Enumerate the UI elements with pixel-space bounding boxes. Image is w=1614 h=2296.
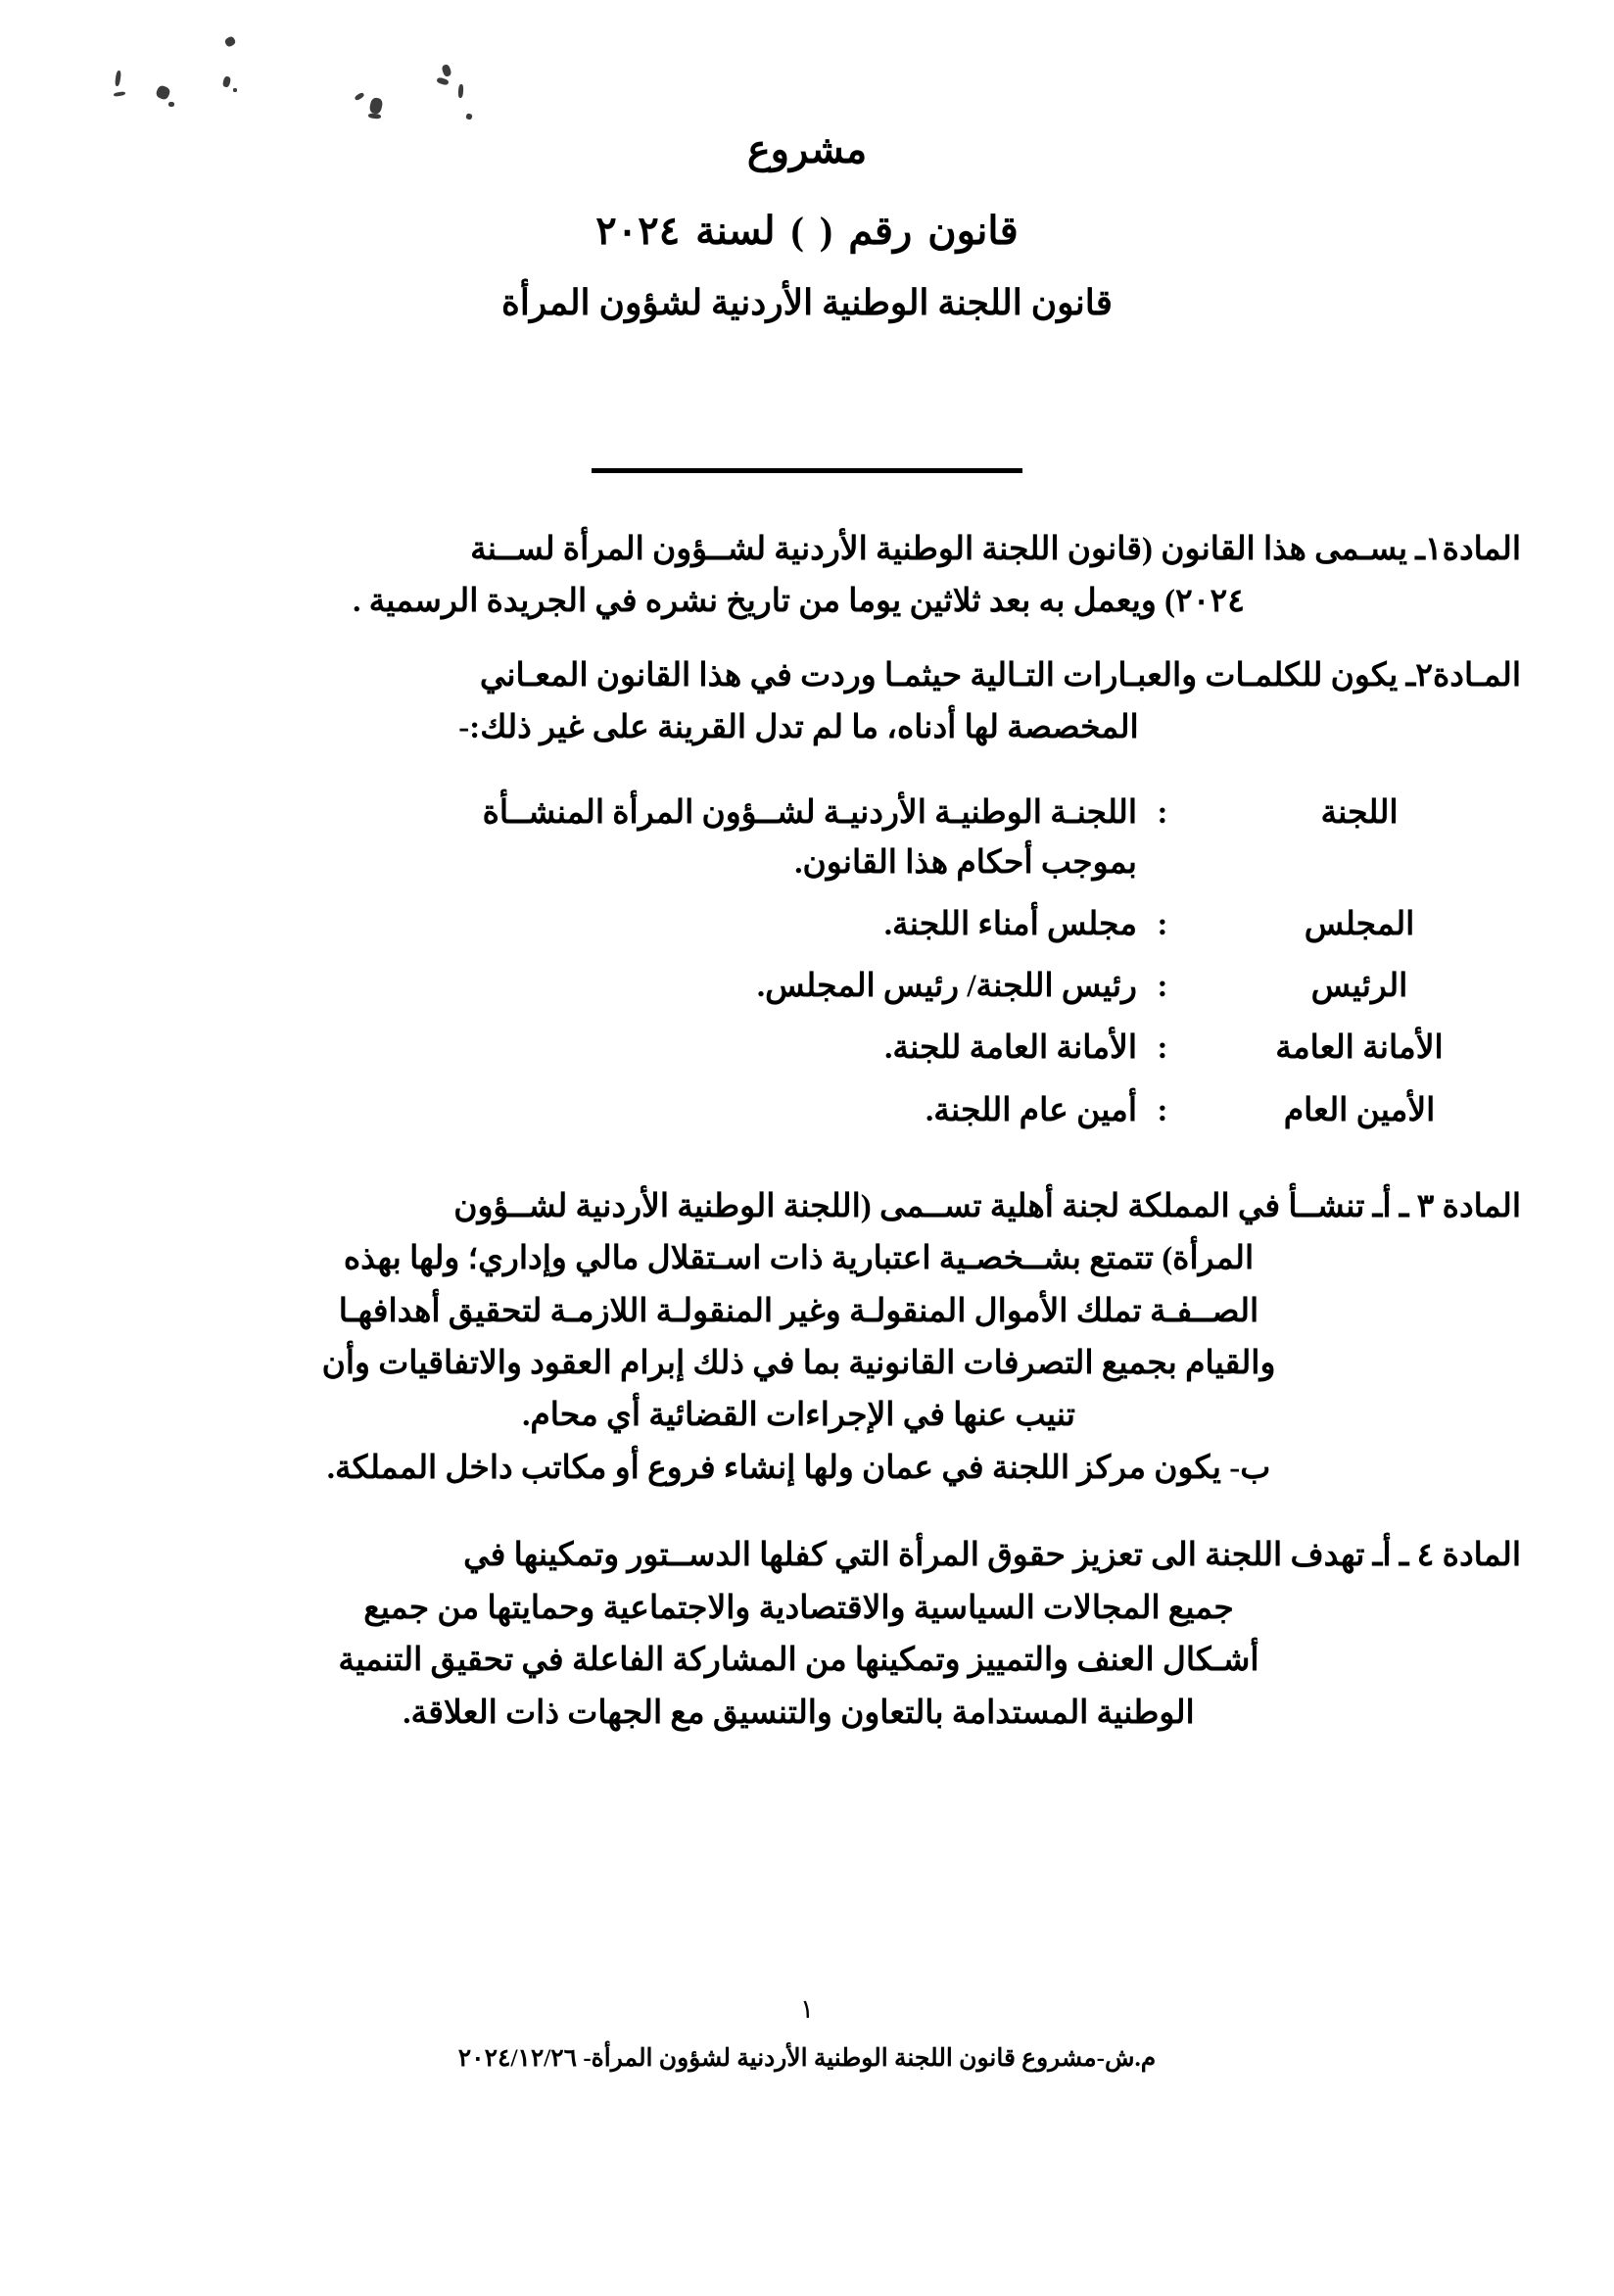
article-3-line-5: تنيب عنها في الإجراءات القضائية أي محام.: [522, 1398, 1075, 1434]
article-1: [76, 524, 1521, 629]
page-number: ١: [799, 1994, 815, 2024]
definition-row: [76, 1086, 1521, 1148]
definition-colon: :: [1157, 794, 1168, 831]
definition-term: الأمين العام: [1283, 1092, 1436, 1128]
definition-colon: :: [1157, 1030, 1168, 1067]
definition-row: [76, 789, 1521, 900]
article-4-line-2: جميع المجالات السياسية والاقتصادية والاجتماعية وحمايتها من جميع: [363, 1590, 1234, 1626]
article-3: [76, 1181, 1521, 1496]
definition-term: المجلس: [1304, 907, 1415, 943]
definition-value: الأمانة العامة للجنة.: [884, 1030, 1137, 1067]
definition-value: أمين عام اللجنة.: [926, 1092, 1137, 1128]
article-2-line-2: المخصصة لها أدناه، ما لم تدل القرينة على غير ذلك:-: [458, 710, 1139, 746]
article-4-line-3: أشـكال العنف والتمييز وتمكينها من المشاركة الفاعلة في تحقيق التنمية: [338, 1643, 1259, 1679]
definition-value: رئيس اللجنة/ رئيس المجلس.: [756, 969, 1137, 1005]
document-header: [0, 125, 1614, 326]
definition-row: [76, 900, 1521, 962]
article-3-paragraph-b: ب- يكون مركز اللجنة في عمان ولها إنشاء فروع أو مكاتب داخل المملكة.: [326, 1450, 1271, 1486]
definition-colon: :: [1157, 1092, 1168, 1128]
definition-term: اللجنة: [1320, 794, 1399, 831]
definition-term: الرئيس: [1310, 969, 1408, 1005]
definition-value: [76, 789, 1137, 900]
project-label: مشروع: [746, 127, 868, 171]
definition-colon: :: [1157, 907, 1168, 943]
article-1-line-2: ٢٠٢٤) ويعمل به بعد ثلاثين يوما من تاريخ نشره في الجريدة الرسمية .: [353, 584, 1245, 620]
title-divider: [592, 468, 1022, 473]
article-2-line-1: المـادة٢ـ يكون للكلمـات والعبـارات التـالية حيثمـا وردت في هذا القانون المعـاني: [479, 657, 1521, 694]
definition-term: الأمانة العامة: [1275, 1030, 1444, 1067]
article-4-line-1: المادة ٤ ـ أـ تهدف اللجنة الى تعزيز حقوق المرأة التي كفلها الدســتور وتمكينها في: [463, 1538, 1521, 1574]
article-4: [76, 1530, 1521, 1740]
definitions-table: [76, 789, 1521, 1148]
footer-note: م.ش-مشروع قانون اللجنة الوطنية الأردنية لشؤون المرأة- ٢٠٢٤/١٢/٢٦: [457, 2045, 1157, 2072]
definition-value: مجلس أمناء اللجنة.: [883, 907, 1137, 943]
article-3-line-1: المادة ٣ ـ أـ تنشــأ في المملكة لجنة أهلية تســمى (اللجنة الوطنية الأردنية لشــؤون: [453, 1188, 1521, 1224]
scan-artifact-marks: [88, 20, 488, 113]
definition-colon: :: [1157, 969, 1168, 1005]
article-1-line-1: المادة١ـ يسـمى هذا القانون (قانون اللجنة الوطنية الأردنية لشــؤون المرأة لســنة: [470, 532, 1521, 567]
document-body: [76, 524, 1521, 1746]
definition-value-line: اللجنـة الوطنيـة الأردنيـة لشــؤون المرأة المنشــأة: [482, 794, 1137, 831]
definition-row: [76, 962, 1521, 1024]
law-title: قانون اللجنة الوطنية الأردنية لشؤون المرأة: [501, 283, 1113, 322]
article-3-line-4: والقيام بجميع التصرفات القانونية بما في ذلك إبرام العقود والاتفاقيات وأن: [321, 1346, 1276, 1382]
article-4-line-4: الوطنية المستدامة بالتعاون والتنسيق مع الجهات ذات العلاقة.: [403, 1695, 1195, 1731]
article-2: [76, 650, 1521, 755]
law-number-line: قانون رقم ( ) لسنة ٢٠٢٤: [595, 209, 1019, 253]
definition-value-line: بموجب أحكام هذا القانون.: [794, 844, 1137, 881]
definition-row: [76, 1024, 1521, 1085]
article-3-line-3: الصــفـة تملك الأموال المنقولـة وغير المنقولـة اللازمـة لتحقيق أهدافهـا: [338, 1293, 1259, 1329]
article-3-line-2: المرأة) تتمتع بشــخصـية اعتبارية ذات اسـتقلال مالي وإداري؛ ولها بهذه: [343, 1241, 1255, 1277]
